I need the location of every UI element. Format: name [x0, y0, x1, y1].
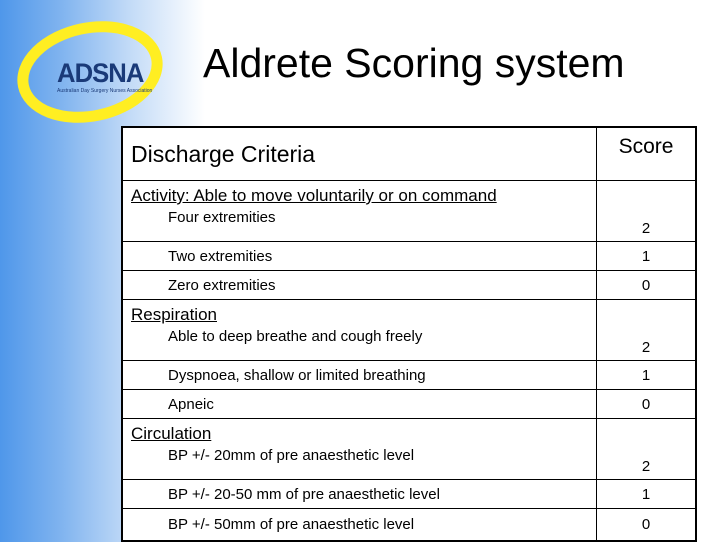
- score: 1: [597, 361, 697, 390]
- table-header-row: [122, 127, 696, 181]
- table-row: [122, 271, 696, 300]
- table-row: [122, 480, 696, 509]
- aldrete-table: [121, 126, 697, 542]
- score: 2: [597, 181, 697, 242]
- score: 0: [597, 390, 697, 419]
- table-row: [122, 242, 696, 271]
- criterion: Apneic: [122, 390, 597, 419]
- criterion: Zero extremities: [122, 271, 597, 300]
- slide-title: Aldrete Scoring system: [203, 40, 625, 86]
- criterion: BP +/- 50mm of pre anaesthetic level: [122, 509, 597, 542]
- logo-subtitle: Australian Day Surgery Nurses Association: [57, 88, 153, 94]
- table-row: [122, 300, 696, 361]
- category-activity: Activity: Able to move voluntarily or on command: [131, 186, 497, 205]
- table-row: [122, 419, 696, 480]
- score: 0: [597, 509, 697, 542]
- criterion: BP +/- 20-50 mm of pre anaesthetic level: [122, 480, 597, 509]
- criterion: Able to deep breathe and cough freely: [168, 328, 423, 345]
- criterion: Two extremities: [122, 242, 597, 271]
- table-row: [122, 509, 696, 542]
- score: 1: [597, 480, 697, 509]
- table-row: [122, 181, 696, 242]
- table-row: [122, 390, 696, 419]
- score: 2: [597, 419, 697, 480]
- logo-text: ADSNA: [57, 58, 144, 88]
- header-score: Score: [597, 127, 697, 181]
- header-criteria: Discharge Criteria: [122, 127, 597, 181]
- category-respiration: Respiration: [131, 305, 217, 324]
- criterion: BP +/- 20mm of pre anaesthetic level: [168, 447, 415, 464]
- table-row: [122, 361, 696, 390]
- score: 0: [597, 271, 697, 300]
- adsna-logo: [12, 14, 172, 126]
- category-circulation: Circulation: [131, 424, 212, 443]
- score: 1: [597, 242, 697, 271]
- score: 2: [597, 300, 697, 361]
- criterion: Four extremities: [168, 209, 276, 226]
- criterion: Dyspnoea, shallow or limited breathing: [122, 361, 597, 390]
